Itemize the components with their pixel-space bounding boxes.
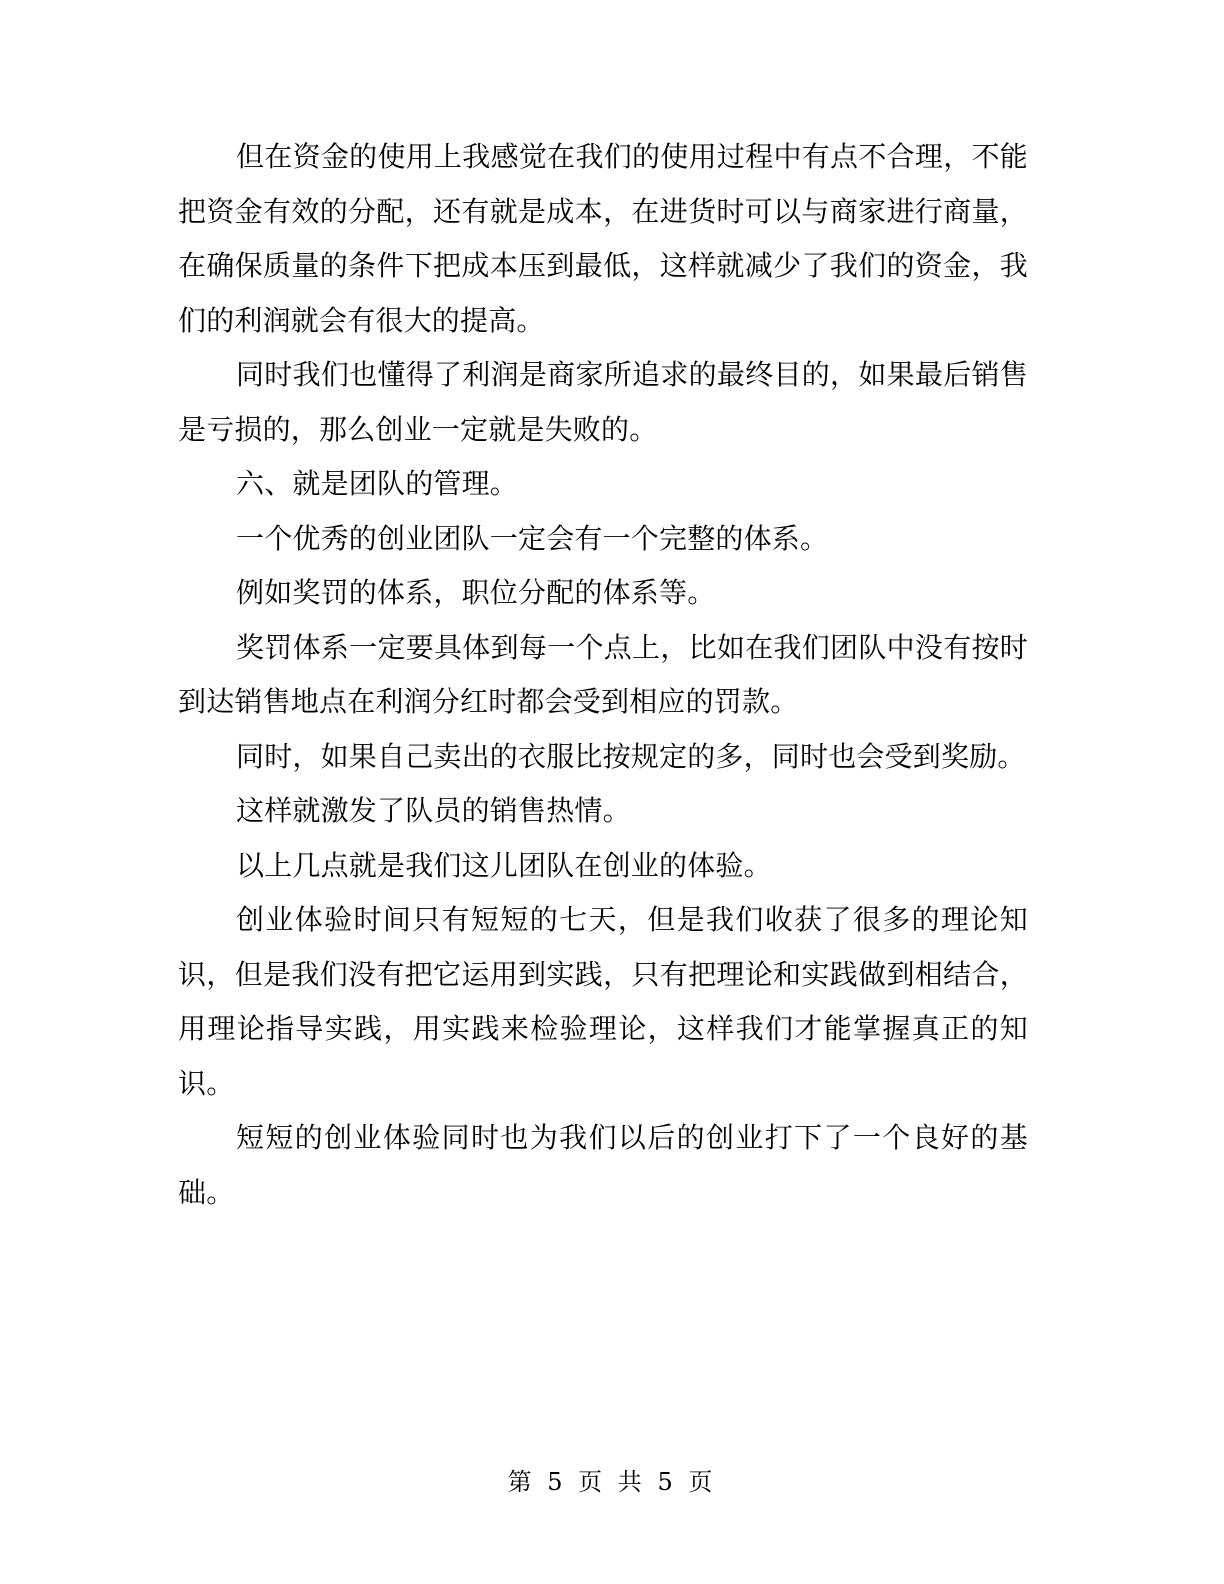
paragraph-theory-practice: 创业体验时间只有短短的七天，但是我们收获了很多的理论知识，但是我们没有把它运用到实践，只有把理论和实践做到相结合，用理论指导实践，用实践来检验理论，这样我们才能掌握真正的知识。 xyxy=(178,903,1028,1100)
paragraph-reward: 同时，如果自己卖出的衣服比按规定的多，同时也会受到奖励。 xyxy=(236,739,1026,773)
paragraph-conclusion: 短短的创业体验同时也为我们以后的创业打下了一个良好的基础。 xyxy=(178,1121,1028,1209)
paragraph-funds-usage: 但在资金的使用上我感觉在我们的使用过程中有点不合理，不能把资金有效的分配，还有就是成本，在进货时可以与商家进行商量，在确保质量的条件下把成本压到最低，这样就减少了我们的资金，我们的利润就会有很大的提高。 xyxy=(178,140,1028,337)
paragraph-penalty-system: 奖罚体系一定要具体到每一个点上，比如在我们团队中没有按时到达销售地点在利润分红时都会受到相应的罚款。 xyxy=(178,630,1028,718)
paragraph-system-examples: 例如奖罚的体系，职位分配的体系等。 xyxy=(236,576,716,609)
paragraph-motivation: 这样就激发了队员的销售热情。 xyxy=(236,794,631,827)
document-body xyxy=(178,130,1028,1220)
page-number-footer: 第 5 页 共 5 页 xyxy=(507,1468,717,1496)
paragraph-summary: 以上几点就是我们这儿团队在创业的体验。 xyxy=(236,848,772,882)
paragraph-team-management-heading: 六、就是团队的管理。 xyxy=(236,467,519,500)
paragraph-profit-goal: 同时我们也懂得了利润是商家所追求的最终目的，如果最后销售是亏损的，那么创业一定就是失败的。 xyxy=(178,358,1028,446)
paragraph-team-system: 一个优秀的创业团队一定会有一个完整的体系。 xyxy=(236,521,829,555)
